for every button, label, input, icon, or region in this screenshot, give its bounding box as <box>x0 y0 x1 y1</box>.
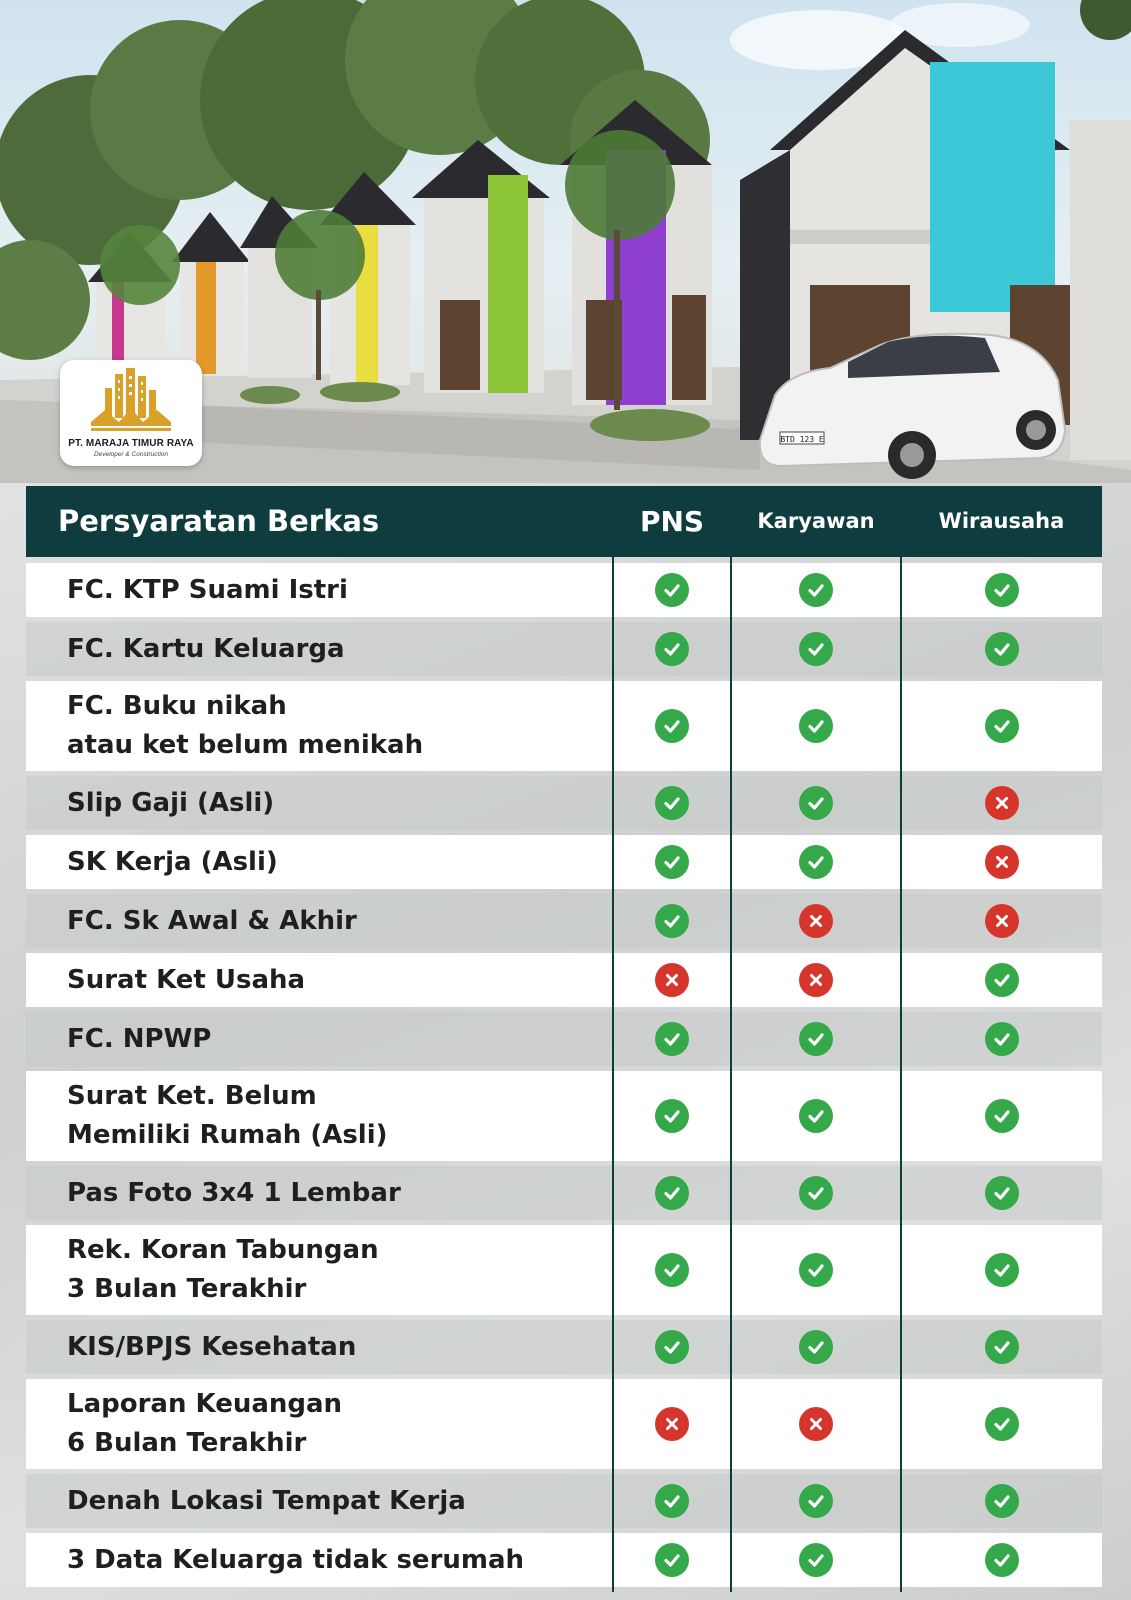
table-row <box>26 563 1102 617</box>
check-icon <box>655 786 689 820</box>
cell-pns <box>613 622 731 676</box>
company-logo <box>60 360 202 466</box>
check-icon <box>655 1543 689 1577</box>
cell-karyawan <box>731 1166 901 1220</box>
check-icon <box>985 1253 1019 1287</box>
table-row <box>26 1071 1102 1161</box>
requirement-label: Rek. Koran Tabungan 3 Bulan Terakhir <box>67 1235 379 1304</box>
requirement-label: Laporan Keuangan 6 Bulan Terakhir <box>67 1389 343 1458</box>
requirement-label: KIS/BPJS Kesehatan <box>67 1331 357 1362</box>
check-icon <box>655 632 689 666</box>
requirement-label: FC. Sk Awal & Akhir <box>67 905 357 936</box>
table-body <box>26 557 1102 1592</box>
check-icon <box>985 963 1019 997</box>
cell-pns <box>613 1225 731 1315</box>
cell-wirausaha <box>901 1071 1102 1161</box>
table-row <box>26 894 1102 948</box>
cell-wirausaha <box>901 1225 1102 1315</box>
check-icon <box>799 1022 833 1056</box>
table-row <box>26 953 1102 1007</box>
requirement-label: FC. Buku nikah atau ket belum menikah <box>67 691 424 760</box>
check-icon <box>799 1484 833 1518</box>
cell-wirausaha <box>901 1379 1102 1469</box>
requirement-label: FC. Kartu Keluarga <box>67 633 345 664</box>
cell-karyawan <box>731 894 901 948</box>
cell-pns <box>613 1166 731 1220</box>
cell-wirausaha <box>901 681 1102 771</box>
cell-wirausaha <box>901 953 1102 1007</box>
cell-karyawan <box>731 1012 901 1066</box>
car-plate: BTD 123 E <box>780 435 824 444</box>
table-title: Persyaratan Berkas <box>58 504 380 538</box>
cell-karyawan <box>731 953 901 1007</box>
cell-wirausaha <box>901 1474 1102 1528</box>
check-icon <box>799 1099 833 1133</box>
check-icon <box>799 1253 833 1287</box>
cross-icon <box>799 1407 833 1441</box>
cross-icon <box>985 786 1019 820</box>
check-icon <box>985 1176 1019 1210</box>
requirement-label: Surat Ket. Belum Memiliki Rumah (Asli) <box>67 1081 388 1150</box>
cross-icon <box>655 1407 689 1441</box>
requirement-label: Pas Foto 3x4 1 Lembar <box>67 1177 401 1208</box>
table-row <box>26 1474 1102 1528</box>
table-row <box>26 1166 1102 1220</box>
cell-pns <box>613 1320 731 1374</box>
cell-pns <box>613 894 731 948</box>
table-row <box>26 681 1102 771</box>
cell-wirausaha <box>901 1533 1102 1587</box>
check-icon <box>985 1407 1019 1441</box>
check-icon <box>655 709 689 743</box>
cell-karyawan <box>731 1071 901 1161</box>
column-divider <box>900 557 902 1592</box>
table-row <box>26 835 1102 889</box>
requirement-label: Surat Ket Usaha <box>67 964 306 995</box>
cross-icon <box>799 904 833 938</box>
cell-wirausaha <box>901 1012 1102 1066</box>
cell-karyawan <box>731 1225 901 1315</box>
cell-pns <box>613 1379 731 1469</box>
cell-pns <box>613 681 731 771</box>
check-icon <box>655 1484 689 1518</box>
cross-icon <box>799 963 833 997</box>
hero-illustration <box>0 0 1131 483</box>
cell-karyawan <box>731 622 901 676</box>
cell-wirausaha <box>901 622 1102 676</box>
check-icon <box>985 709 1019 743</box>
column-divider <box>730 557 732 1592</box>
table-row <box>26 1225 1102 1315</box>
cell-pns <box>613 1533 731 1587</box>
check-icon <box>799 1330 833 1364</box>
requirements-section <box>0 483 1131 1600</box>
requirement-label: 3 Data Keluarga tidak serumah <box>67 1544 525 1575</box>
check-icon <box>799 1543 833 1577</box>
cell-pns <box>613 953 731 1007</box>
column-header-karyawan: Karyawan <box>757 509 875 533</box>
cell-wirausaha <box>901 835 1102 889</box>
check-icon <box>655 904 689 938</box>
requirement-label: FC. NPWP <box>67 1023 212 1054</box>
check-icon <box>985 1484 1019 1518</box>
check-icon <box>799 709 833 743</box>
check-icon <box>985 1022 1019 1056</box>
cell-wirausaha <box>901 776 1102 830</box>
requirement-label: Denah Lokasi Tempat Kerja <box>67 1485 466 1516</box>
requirement-label: Slip Gaji (Asli) <box>67 787 275 818</box>
cell-pns <box>613 1012 731 1066</box>
check-icon <box>799 786 833 820</box>
check-icon <box>655 1099 689 1133</box>
column-divider <box>612 557 614 1592</box>
table-row <box>26 1320 1102 1374</box>
cell-pns <box>613 1071 731 1161</box>
column-header-wirausaha: Wirausaha <box>938 509 1065 533</box>
company-tagline: Developer & Construction <box>93 451 169 458</box>
check-icon <box>655 1253 689 1287</box>
check-icon <box>799 845 833 879</box>
cross-icon <box>985 904 1019 938</box>
check-icon <box>985 1543 1019 1577</box>
table-header <box>26 486 1102 557</box>
cell-wirausaha <box>901 894 1102 948</box>
check-icon <box>985 1099 1019 1133</box>
check-icon <box>799 1176 833 1210</box>
cell-karyawan <box>731 1474 901 1528</box>
company-name: PT. MARAJA TIMUR RAYA <box>68 438 194 449</box>
check-icon <box>655 1176 689 1210</box>
cell-wirausaha <box>901 1166 1102 1220</box>
check-icon <box>985 1330 1019 1364</box>
table-row <box>26 776 1102 830</box>
cell-pns <box>613 835 731 889</box>
cell-pns <box>613 1474 731 1528</box>
check-icon <box>655 1022 689 1056</box>
cell-wirausaha <box>901 1320 1102 1374</box>
check-icon <box>799 632 833 666</box>
requirement-label: FC. KTP Suami Istri <box>67 574 348 605</box>
cell-karyawan <box>731 681 901 771</box>
cell-wirausaha <box>901 563 1102 617</box>
requirement-label: SK Kerja (Asli) <box>67 846 278 877</box>
cell-karyawan <box>731 1379 901 1469</box>
table-row <box>26 622 1102 676</box>
requirements-table <box>26 486 1102 1592</box>
column-header-pns: PNS <box>639 505 705 538</box>
cell-karyawan <box>731 563 901 617</box>
table-row <box>26 1379 1102 1469</box>
cross-icon <box>655 963 689 997</box>
cell-karyawan <box>731 1533 901 1587</box>
cross-icon <box>985 845 1019 879</box>
cell-pns <box>613 776 731 830</box>
logo-building-icon <box>85 366 177 436</box>
cell-karyawan <box>731 1320 901 1374</box>
check-icon <box>655 573 689 607</box>
check-icon <box>799 573 833 607</box>
check-icon <box>655 845 689 879</box>
table-row <box>26 1533 1102 1587</box>
table-row <box>26 1012 1102 1066</box>
check-icon <box>655 1330 689 1364</box>
check-icon <box>985 632 1019 666</box>
cell-karyawan <box>731 835 901 889</box>
check-icon <box>985 573 1019 607</box>
cell-karyawan <box>731 776 901 830</box>
cell-pns <box>613 563 731 617</box>
